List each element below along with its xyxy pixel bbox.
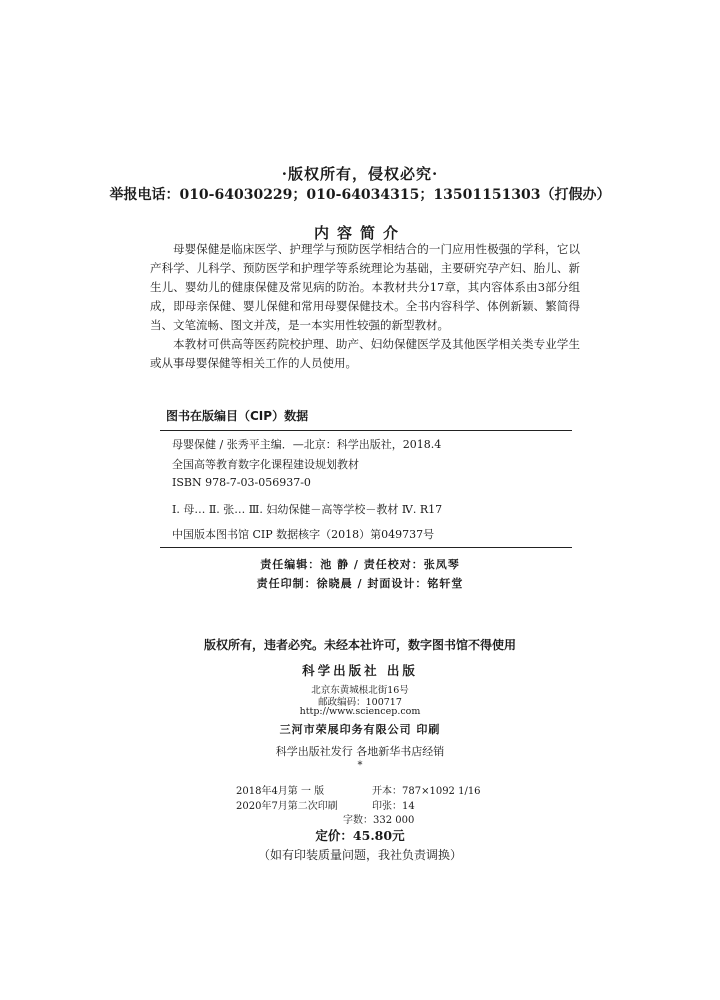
cip-line: 母婴保健 / 张秀平主编．—北京：科学出版社，2018.4 — [172, 438, 442, 451]
editor-credits: 责任编辑：池 静 / 责任校对：张凤琴 — [260, 558, 460, 571]
summary-title: 内容简介 — [313, 224, 406, 242]
website: http://www.sciencep.com — [299, 706, 421, 717]
distributor: 科学出版社发行 各地新华书店经销 — [275, 745, 445, 758]
report-hotline: 举报电话：010-64030229；010-64034315；13501151303（打假办） — [109, 187, 611, 203]
cip-bottom-rule — [160, 547, 572, 548]
rights-statement: 版权所有，违者必究。未经本社许可，数字图书馆不得使用 — [203, 638, 516, 652]
quality-note: （如有印装质量问题，我社负责调换） — [257, 848, 462, 862]
sheets-info: 印张：14 — [372, 801, 415, 812]
publisher: 科学出版社 出版 — [302, 663, 418, 678]
cip-heading: 图书在版编目（CIP）数据 — [166, 409, 309, 423]
summary-paragraph: 母婴保健是临床医学、护理学与预防医学相结合的一门应用性极强的学科，它以产科学、儿科学、预防医学和护理学等系统理论为基础，主要研究孕产妇、胎儿、新生儿、婴幼儿的健康保健及常见病的防治。本教材共分17章，其内容体系由3部分组成，即母亲保健、婴儿保健和常用母婴保健技术。全书内容科学、体例新颖、繁简得当、文笔流畅、图文并茂，是一本实用性较强的新型教材。 — [150, 242, 580, 332]
copyright-notice-title: ·版权所有，侵权必究· — [281, 165, 439, 183]
printing-info: 2020年7月第二次印刷 — [236, 801, 338, 812]
cip-record-number: 中国版本图书馆 CIP 数据核字（2018）第049737号 — [172, 528, 435, 541]
price: 定价：45.80元 — [315, 828, 405, 843]
word-count: 字数：332 000 — [343, 815, 415, 826]
printer: 三河市荣展印务有限公司 印刷 — [279, 723, 441, 736]
cip-isbn: ISBN 978-7-03-056937-0 — [172, 476, 311, 489]
publisher-address: 北京东黄城根北街16号 — [311, 685, 409, 696]
cip-classification: Ⅰ. 母… Ⅱ. 张… Ⅲ. 妇幼保健－高等学校－教材 Ⅳ. R17 — [172, 503, 443, 516]
cip-top-rule — [160, 430, 572, 431]
postcode: 邮政编码：100717 — [318, 697, 402, 708]
summary-paragraph: 本教材可供高等医药院校护理、助产、妇幼保健医学及其他医学相关类专业学生或从事母婴保健等相关工作的人员使用。 — [150, 337, 580, 370]
production-credits: 责任印制：徐晓晨 / 封面设计：铭轩堂 — [256, 577, 464, 590]
summary-body — [150, 240, 580, 380]
format-info: 开本：787×1092 1/16 — [372, 786, 481, 797]
divider-star: * — [357, 760, 363, 771]
cip-line: 全国高等教育数字化课程建设规划教材 — [172, 458, 359, 471]
edition-info: 2018年4月第 一 版 — [236, 786, 325, 797]
